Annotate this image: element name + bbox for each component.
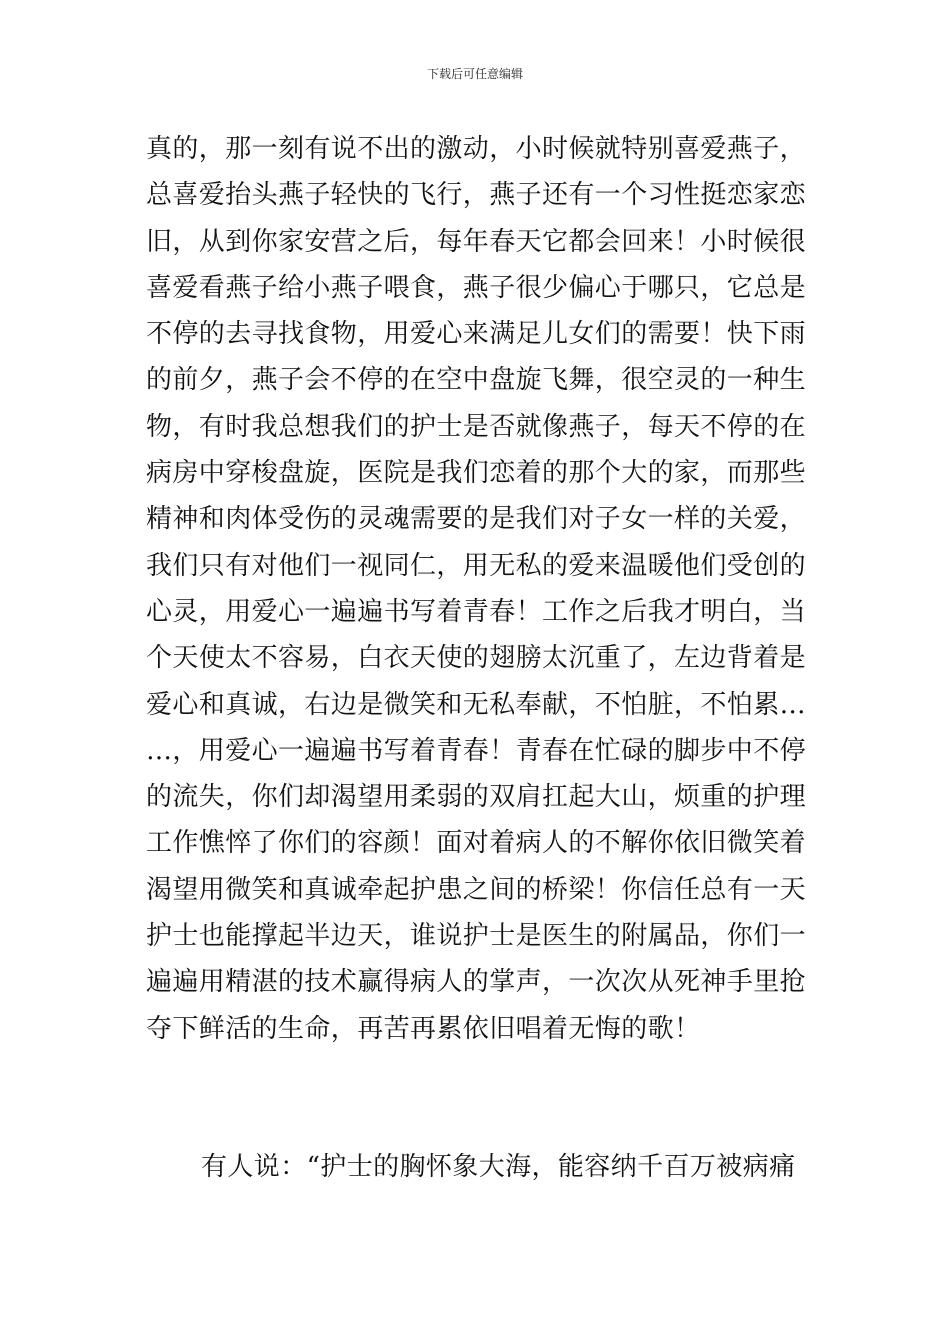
text-line: 的流失，你们却渴望用柔弱的双肩扛起大山，烦重的护理 [146,782,807,813]
paragraph [146,1144,810,1190]
text-line: 有人说：“护士的胸怀象大海，能容纳千百万被病痛 [201,1151,796,1182]
text-line: 我们只有对他们一视同仁，用无私的爱来温暖他们受创的 [146,550,807,581]
paragraph-spacing [146,1052,810,1144]
text-line: 渴望用微笑和真诚牵起护患之间的桥梁！你信任总有一天 [146,874,807,905]
paragraph [146,126,810,1052]
text-line: 夺下鲜活的生命，再苦再累依旧唱着无悔的歌！ [146,1013,701,1044]
text-line: 旧，从到你家安营之后，每年春天它都会回来！小时候很 [146,226,807,257]
text-line: 物，有时我总想我们的护士是否就像燕子，每天不停的在 [146,411,807,442]
text-line: 个天使太不容易，白衣天使的翅膀太沉重了，左边背着是 [146,643,807,674]
text-line: 不停的去寻找食物，用爱心来满足儿女们的需要！快下雨 [146,319,807,350]
text-line: 精神和肉体受伤的灵魂需要的是我们对子女一样的关爱， [146,504,807,535]
text-line: 遍遍用精湛的技术赢得病人的掌声，一次次从死神手里抢 [146,967,807,998]
text-line: 工作憔悴了你们的容颜！面对着病人的不解你依旧微笑着 [146,828,807,859]
text-line: 护士也能撑起半边天，谁说护士是医生的附属品，你们一 [146,921,807,952]
text-line: …，用爱心一遍遍书写着青春！青春在忙碌的脚步中不停 [146,735,807,766]
text-line: 总喜爱抬头燕子轻快的飞行，燕子还有一个习性挺恋家恋 [146,180,807,211]
text-line: 的前夕，燕子会不停的在空中盘旋飞舞，很空灵的一种生 [146,365,807,396]
text-line: 病房中穿梭盘旋，医院是我们恋着的那个大的家，而那些 [146,458,807,489]
text-line: 真的，那一刻有说不出的激动，小时候就特别喜爱燕子， [146,134,807,164]
text-line: 爱心和真诚，右边是微笑和无私奉献，不怕脏，不怕累… [146,689,807,720]
text-line: 心灵，用爱心一遍遍书写着青春！工作之后我才明白，当 [146,596,807,627]
page-header: 下载后可任意编辑 [426,67,523,81]
text-line: 喜爱看燕子给小燕子喂食，燕子很少偏心于哪只，它总是 [146,272,807,303]
document-body [146,126,810,1190]
